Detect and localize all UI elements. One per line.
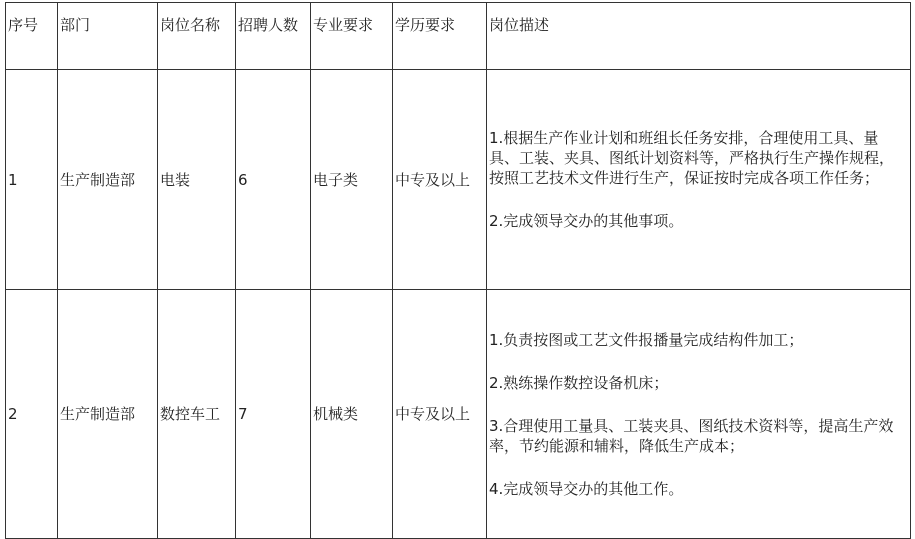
cell-no: 2 (6, 290, 58, 539)
header-cell-description: 岗位描述 (487, 3, 911, 70)
description-item: 2.熟练操作数控设备机床； (489, 373, 669, 392)
header-cell-position: 岗位名称 (158, 3, 236, 70)
cell-count: 7 (236, 290, 311, 539)
cell-position: 数控车工 (158, 290, 236, 539)
description-item: 1.负责按图或工艺文件报播量完成结构件加工； (489, 330, 804, 349)
cell-dept: 生产制造部 (58, 290, 158, 539)
description-item: 3.合理使用工量具、工装夹具、图纸技术资料等，提高生产效率，节约能源和辅料，降低生产成本； (489, 416, 894, 455)
header-cell-major: 专业要求 (311, 3, 393, 70)
cell-count: 6 (236, 70, 311, 290)
cell-no: 1 (6, 70, 58, 290)
table-header-row (6, 3, 911, 70)
header-cell-dept: 部门 (58, 3, 158, 70)
table-row (6, 290, 911, 539)
recruitment-table (5, 2, 911, 539)
cell-position: 电装 (158, 70, 236, 290)
cell-dept: 生产制造部 (58, 70, 158, 290)
cell-education: 中专及以上 (393, 290, 487, 539)
header-cell-education: 学历要求 (393, 3, 487, 70)
cell-description (487, 290, 911, 539)
cell-education: 中专及以上 (393, 70, 487, 290)
description-item: 2.完成领导交办的其他事项。 (489, 212, 684, 230)
cell-major: 机械类 (311, 290, 393, 539)
description-item: 1.根据生产作业计划和班组长任务安排，合理使用工具、量具、工装、夹具、图纸计划资料等，严格执行生产操作规程，按照工艺技术文件进行生产，保证按时完成各项工作任务； (489, 129, 895, 187)
cell-description (487, 70, 911, 290)
description-item: 4.完成领导交办的其他工作。 (489, 479, 684, 498)
header-cell-no: 序号 (6, 3, 58, 70)
cell-major: 电子类 (311, 70, 393, 290)
header-cell-count: 招聘人数 (236, 3, 311, 70)
table-row (6, 70, 911, 290)
